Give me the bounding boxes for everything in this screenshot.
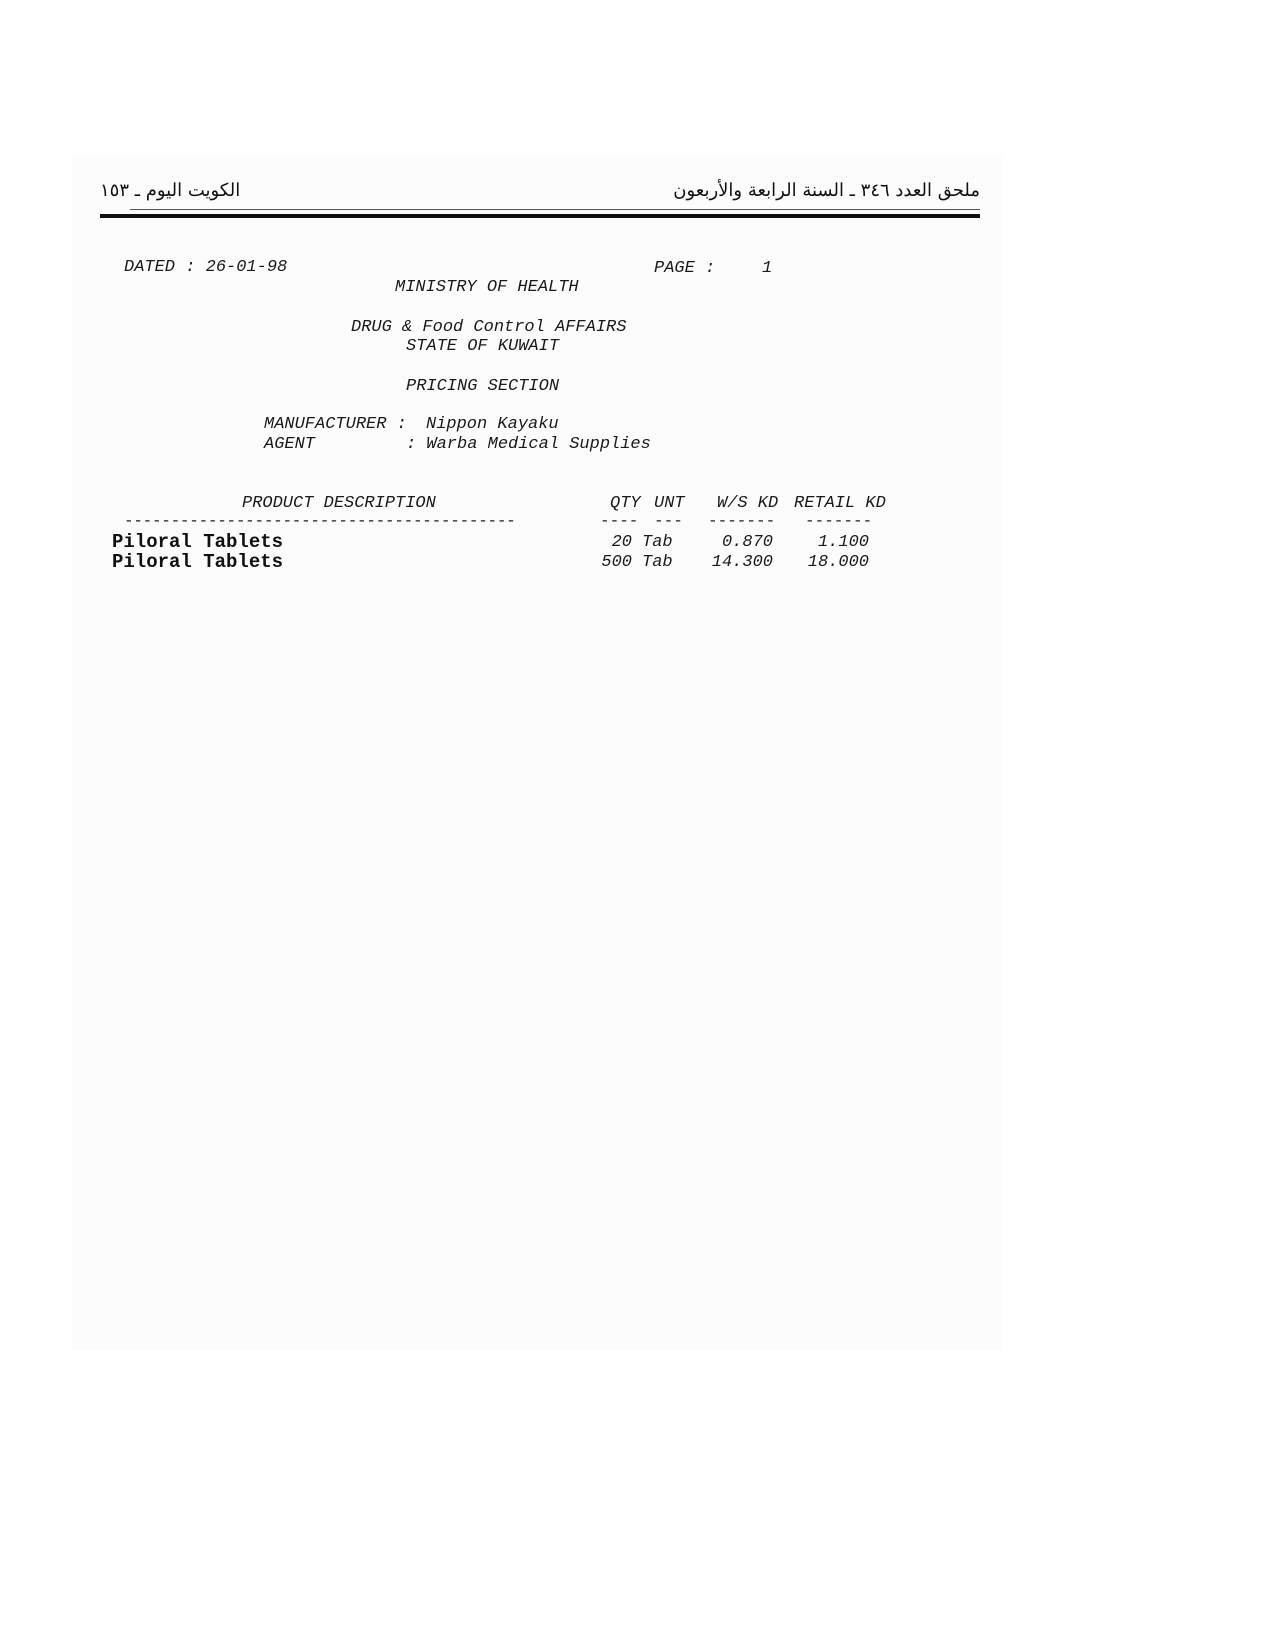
header-left-text: الكويت اليوم ـ ١٥٣ (100, 180, 241, 201)
department-title: DRUG & Food Control AFFAIRS (351, 318, 627, 337)
row-ws: 14.300 (711, 553, 773, 572)
row-unt: Tab (642, 553, 673, 572)
row-ws: 0.870 (721, 533, 773, 552)
section-title: PRICING SECTION (406, 377, 560, 396)
row-qty: 20 (611, 533, 632, 552)
dash-description: ------------------------------------------ (124, 512, 516, 530)
row-qty: 500 (601, 553, 632, 572)
dash-unt: --- (654, 512, 683, 530)
row-retail: 18.000 (807, 553, 869, 572)
col-header-retail: RETAIL KD (794, 494, 886, 513)
manufacturer-label: MANUFACTURER : (264, 415, 407, 434)
row-retail: 1.100 (817, 533, 869, 552)
col-header-qty: QTY (610, 494, 641, 513)
col-header-description: PRODUCT DESCRIPTION (242, 494, 436, 513)
page-number: 1 (762, 259, 773, 278)
page-label: PAGE : (654, 259, 716, 278)
state-title: STATE OF KUWAIT (406, 337, 560, 356)
header-thick-rule (100, 214, 980, 218)
col-header-unt: UNT (654, 494, 685, 513)
ministry-title: MINISTRY OF HEALTH (395, 278, 579, 297)
row-description: Piloral Tablets (112, 551, 284, 573)
col-header-ws: W/S KD (717, 494, 779, 513)
agent-value: : Warba Medical Supplies (406, 435, 651, 454)
header-right-text: ملحق العدد ٣٤٦ ـ السنة الرابعة والأربعون (673, 180, 980, 201)
row-description: Piloral Tablets (112, 531, 284, 553)
agent-label: AGENT (264, 435, 316, 454)
dash-retail: ------- (805, 512, 873, 530)
row-unt: Tab (642, 533, 673, 552)
dash-qty: ---- (600, 512, 639, 530)
manufacturer-value: Nippon Kayaku (426, 415, 559, 434)
dated-line: DATED : 26-01-98 (124, 258, 288, 277)
header-thin-rule (130, 209, 980, 210)
dash-ws: ------- (708, 512, 776, 530)
